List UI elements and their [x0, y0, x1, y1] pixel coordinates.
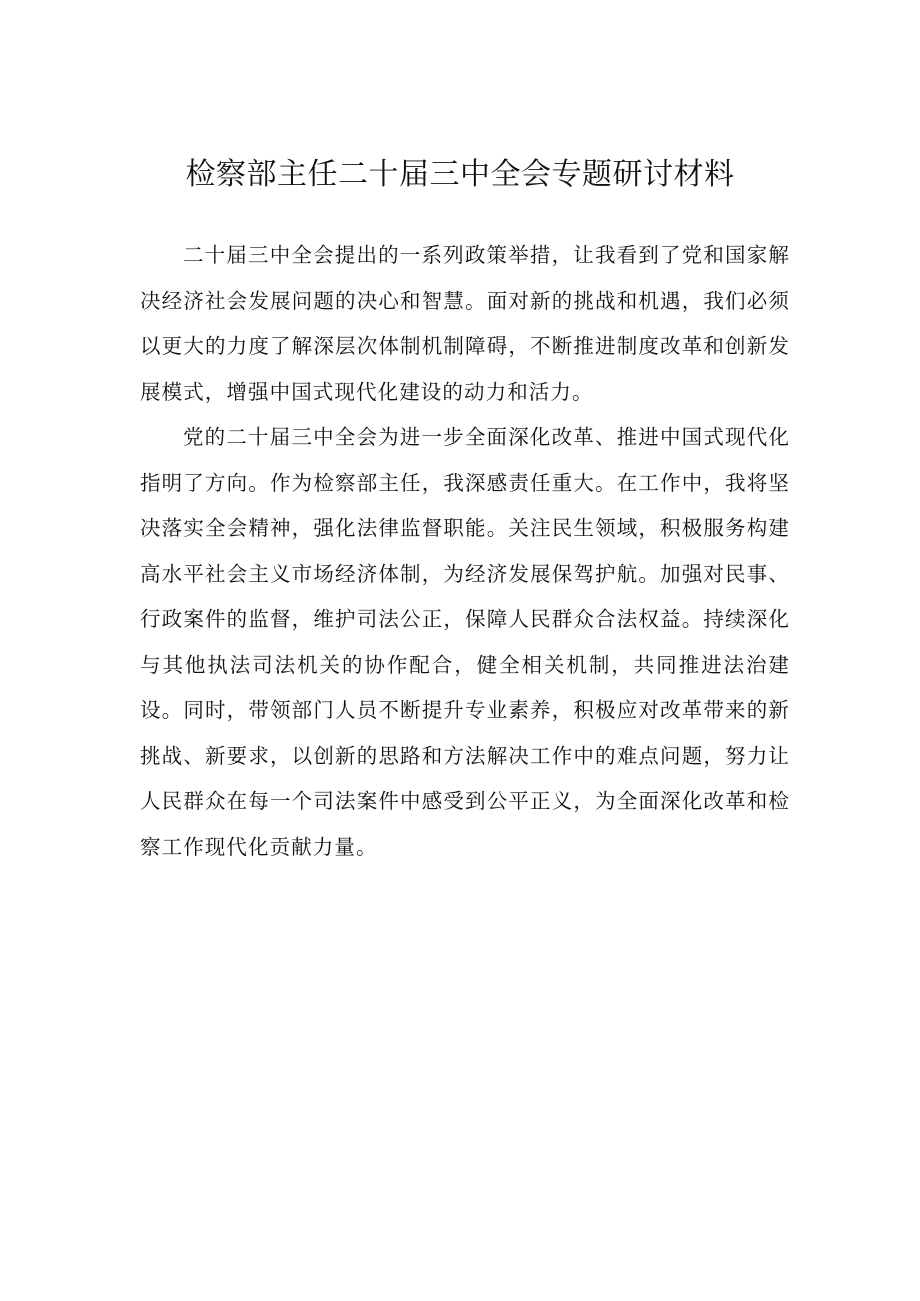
document-title: 检察部主任二十届三中全会专题研讨材料 — [185, 157, 735, 192]
paragraph-2: 党的二十届三中全会为进一步全面深化改革、推进中国式现代化指明了方向。作为检察部主任，我深感责任重大。在工作中，我将坚决落实全会精神，强化法律监督职能。关注民生领域，积极服务构建高水平社会主义市场经济体制，为经济发展保驾护航。加强对民事、行政案件的监督，维护司法公正，保障人民群众合法权益。持续深化与其他执法司法机关的协作配合，健全相关机制，共同推进法治建设。同时，带领部门人员不断提升专业素养，积极应对改革带来的新挑战、新要求，以创新的思路和方法解决工作中的难点问题，努力让人民群众在每一个司法案件中感受到公平正义，为全面深化改革和检察工作现代化贡献力量。 — [140, 425, 790, 859]
paragraph-1: 二十届三中全会提出的一系列政策举措，让我看到了党和国家解决经济社会发展问题的决心和智慧。面对新的挑战和机遇，我们必须以更大的力度了解深层次体制机制障碍，不断推进制度改革和创新发展模式，增强中国式现代化建设的动力和活力。 — [140, 243, 790, 404]
document-body — [140, 233, 790, 870]
